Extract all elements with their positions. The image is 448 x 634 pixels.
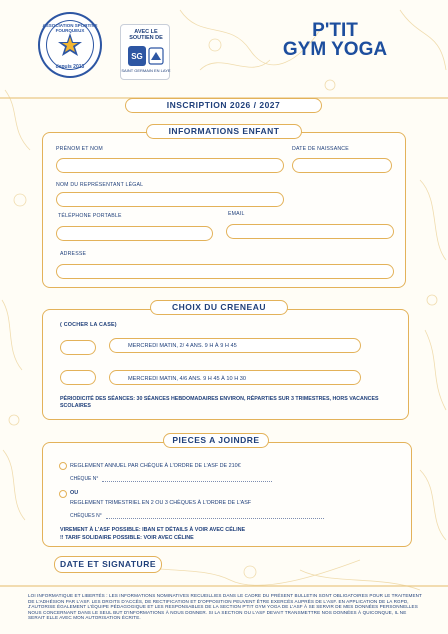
prenom-nom-label: PRÉNOM ET NOM	[56, 146, 103, 152]
trimestriel-radio[interactable]	[59, 490, 67, 498]
cheques-n-label: CHÈQUES N°	[70, 513, 102, 519]
creneau-heading: CHOIX DU CRENEAU	[150, 300, 288, 315]
asf-logo-top-text: ASSOCIATION SPORTIVE FOURQUEUX	[42, 23, 98, 33]
slot1-checkbox[interactable]	[60, 340, 96, 355]
date-naissance-input[interactable]	[292, 158, 392, 173]
cheques-n-line[interactable]	[106, 518, 324, 519]
slot2-checkbox[interactable]	[60, 370, 96, 385]
support-line-1: AVEC LE	[134, 29, 158, 35]
asf-logo-bottom-text: depuis 2013	[55, 64, 85, 70]
title-line-2: GYM YOGA	[282, 39, 388, 60]
city-crest-icon	[126, 44, 166, 68]
prenom-nom-input[interactable]	[56, 158, 284, 173]
cheque-n-line[interactable]	[102, 481, 272, 482]
slot2-text: MERCREDI MATIN, 4/6 ANS. 9 H 45 À 10 H 30	[128, 376, 247, 382]
support-logo	[120, 24, 170, 80]
trimestriel-text: REGLEMENT TRIMESTRIEL EN 2 OU 3 CHÈQUES À L'ORDRE DE L'ASF	[70, 500, 252, 506]
telephone-input[interactable]	[56, 226, 213, 241]
telephone-label: TÉLÉPHONE PORTABLE	[58, 213, 122, 219]
representant-label: NOM DU REPRÉSENTANT LÉGAL	[56, 182, 144, 188]
title-line-1: P'TIT	[312, 20, 358, 41]
support-line-2: SOUTIEN DE	[129, 35, 163, 41]
pieces-heading: PIECES A JOINDRE	[163, 433, 269, 448]
representant-input[interactable]	[56, 192, 284, 207]
asf-logo	[38, 12, 102, 78]
informations-heading: INFORMATIONS ENFANT	[146, 124, 302, 139]
signature-pill[interactable]: DATE ET SIGNATURE	[54, 556, 162, 573]
cocher-instruction: ( COCHER LA CASE)	[60, 322, 117, 328]
virement-note: VIREMENT À L'ASF POSSIBLE: IBAN ET DÉTAILS À VOIR AVEC CÉLINE	[60, 527, 246, 533]
legal-notice: LOI INFORMATIQUE ET LIBERTÉS : LES INFORMATIONS NOMINATIVES RECUEILLIES DANS LE CADRE DU PRÉSENT BULLETIN SONT OBLIGATOIRES POUR LE TRAITEMENT DE L'ADHÉSION PAR L'ASF. LES DROITS D'ACCÈS, DE RECTIFICATION ET D'OPPOSITION PEUVENT ÊTRE EXERCÉS AUPRÈS DE L'ASF. EN APPLICATION DE LA RGPD, J'AUTORISE ÉGALEMENT L'ÉQUIPE PÉDAGOGIQUE ET LES RESPONSABLES DE LA SECTION P'TIT GYM YOGA DE L'ASF À SE SERVIR DE MES DONNÉES PERSONNELLES NOUS CONCERNANT DANS LE SEUL BUT D'INFORMATIONS À NOUS DONNER. SI LA SECTION OU L'ASF DEVAIT TRANSMETTRE NOS DONNÉES À QUICONQUE, IL NE SERAIT ELLE AVEC MON AUTORISATION ÉCRITE.	[28, 593, 422, 621]
adresse-label: ADRESSE	[60, 251, 87, 257]
inscription-pill: INSCRIPTION 2026 / 2027	[125, 98, 322, 113]
annuel-radio[interactable]	[59, 462, 67, 470]
annuel-text: REGLEMENT ANNUEL PAR CHÈQUE À L'ORDRE DE L'ASF DE 210€	[70, 463, 241, 469]
periodicite-note: PÉRIODICITÉ DES SÉANCES: 30 SÉANCES HEBDOMADAIRES ENVIRON, RÉPARTIES SUR 3 TRIMESTRES, HORS VACANCES SCOLAIRES	[60, 396, 379, 409]
ou-text: OU	[70, 490, 79, 496]
email-label: EMAIL	[228, 211, 245, 217]
star-icon	[57, 32, 83, 58]
slot1-text: MERCREDI MATIN, 2/ 4 ANS. 9 H À 9 H 45	[128, 343, 237, 349]
svg-text:SG: SG	[131, 52, 143, 61]
tarif-note: !! TARIF SOLIDAIRE POSSIBLE: VOIR AVEC CÉLINE	[60, 535, 194, 541]
support-city: SAINT GERMAIN EN LAYE	[121, 68, 171, 73]
adresse-input[interactable]	[56, 264, 394, 279]
cheque-n-label: CHÈQUE N°	[70, 476, 99, 482]
date-naissance-label: DATE DE NAISSANCE	[292, 146, 349, 152]
email-input[interactable]	[226, 224, 394, 239]
